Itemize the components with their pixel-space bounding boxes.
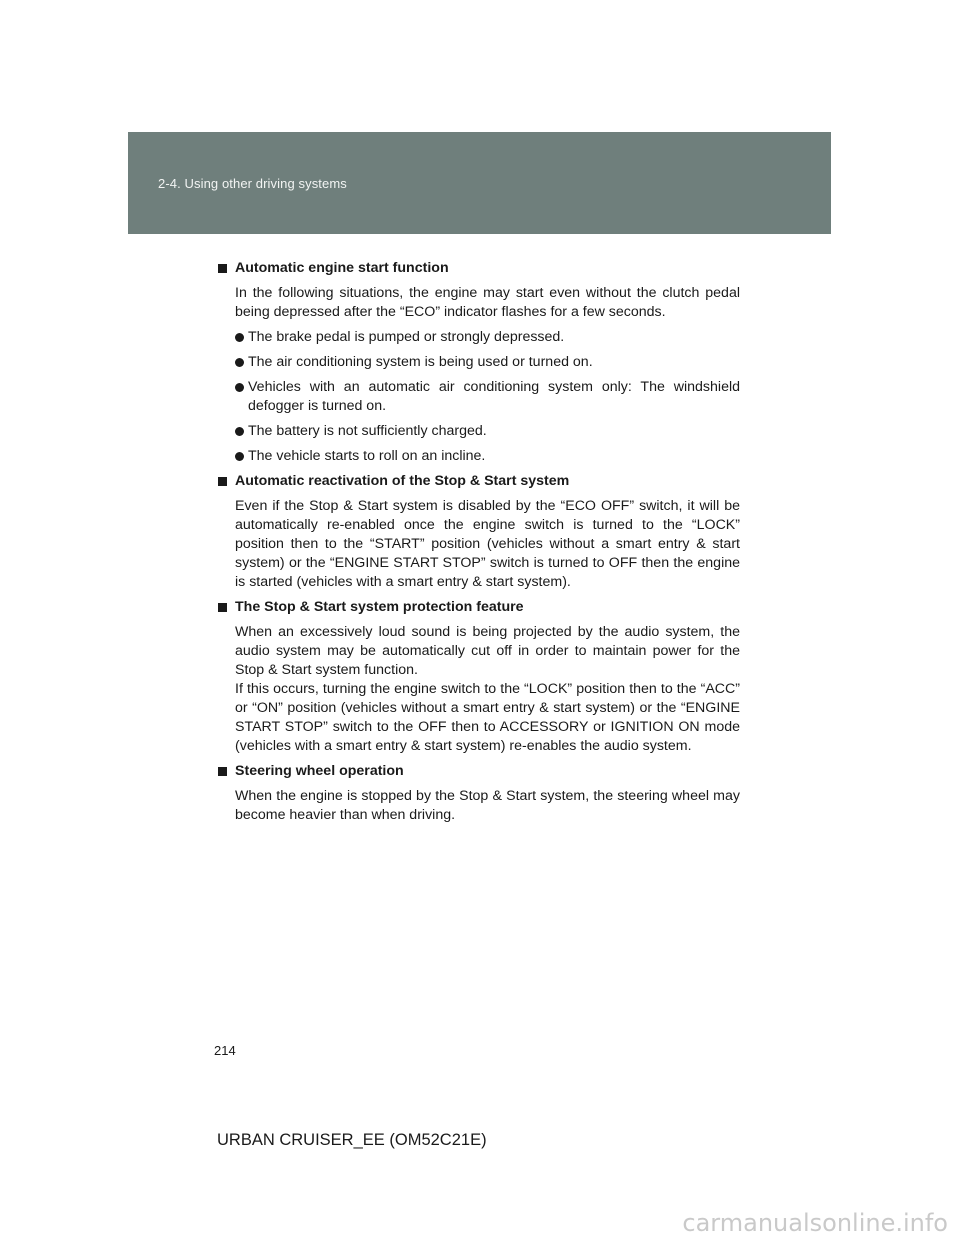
paragraph: In the following situations, the engine may start even without the clutch pedal being depressed after the “ECO” indicator flashes for a few seconds.: [235, 285, 740, 320]
paragraph: When the engine is stopped by the Stop & Start system, the steering wheel may become heavier than when driving.: [235, 788, 740, 823]
heading-steering-wheel: [218, 762, 740, 781]
page-number: 214: [214, 1043, 236, 1058]
page-content: [218, 259, 740, 831]
heading-text: Steering wheel operation: [235, 763, 404, 779]
list-item-text: The battery is not sufficiently charged.: [248, 423, 487, 439]
square-bullet-icon: [218, 264, 227, 273]
circle-bullet-icon: [235, 427, 244, 436]
list-item-text: The brake pedal is pumped or strongly depressed.: [248, 329, 565, 345]
heading-automatic-engine-start: [218, 259, 740, 278]
circle-bullet-icon: [235, 358, 244, 367]
list-item-text: The air conditioning system is being used or turned on.: [248, 354, 593, 370]
paragraph: When an excessively loud sound is being projected by the audio system, the audio system may be automatically cut off in order to maintain power for the Stop & Start system function.: [235, 624, 740, 678]
list-item: [235, 328, 740, 347]
list-item: [235, 353, 740, 372]
circle-bullet-icon: [235, 333, 244, 342]
watermark: carmanualsonline.info: [682, 1209, 948, 1237]
list-item: [235, 447, 740, 466]
heading-text: Automatic engine start function: [235, 260, 449, 276]
list-item: [235, 422, 740, 441]
manual-code: URBAN CRUISER_EE (OM52C21E): [217, 1131, 487, 1149]
heading-protection-feature: [218, 598, 740, 617]
heading-text: The Stop & Start system protection feature: [235, 599, 524, 615]
section-title: 2-4. Using other driving systems: [158, 176, 347, 191]
heading-automatic-reactivation: [218, 472, 740, 491]
square-bullet-icon: [218, 767, 227, 776]
square-bullet-icon: [218, 477, 227, 486]
heading-text: Automatic reactivation of the Stop & Start system: [235, 473, 570, 489]
paragraph: If this occurs, turning the engine switch to the “LOCK” position then to the “ACC” or “ON” position (vehicles without a smart entry & start system) or the “ENGINE START STOP” switch to the OFF then to ACCESSORY or IGNITION ON mode (vehicles with a smart entry & start system) re-enables the audio system.: [235, 681, 740, 754]
header-band: [128, 132, 831, 234]
circle-bullet-icon: [235, 452, 244, 461]
circle-bullet-icon: [235, 383, 244, 392]
list-item-text: The vehicle starts to roll on an incline.: [248, 448, 486, 464]
list-item: [235, 378, 740, 416]
paragraph: Even if the Stop & Start system is disabled by the “ECO OFF” switch, it will be automatically re-enabled once the engine switch is turned to the “LOCK” position then to the “START” position (vehicles without a smart entry & start system) or the “ENGINE START STOP” switch is turned to OFF then the engine is started (vehicles with a smart entry & start system).: [235, 498, 740, 590]
square-bullet-icon: [218, 603, 227, 612]
list-item-text: Vehicles with an automatic air conditioning system only: The windshield defogger is turned on.: [248, 379, 740, 414]
